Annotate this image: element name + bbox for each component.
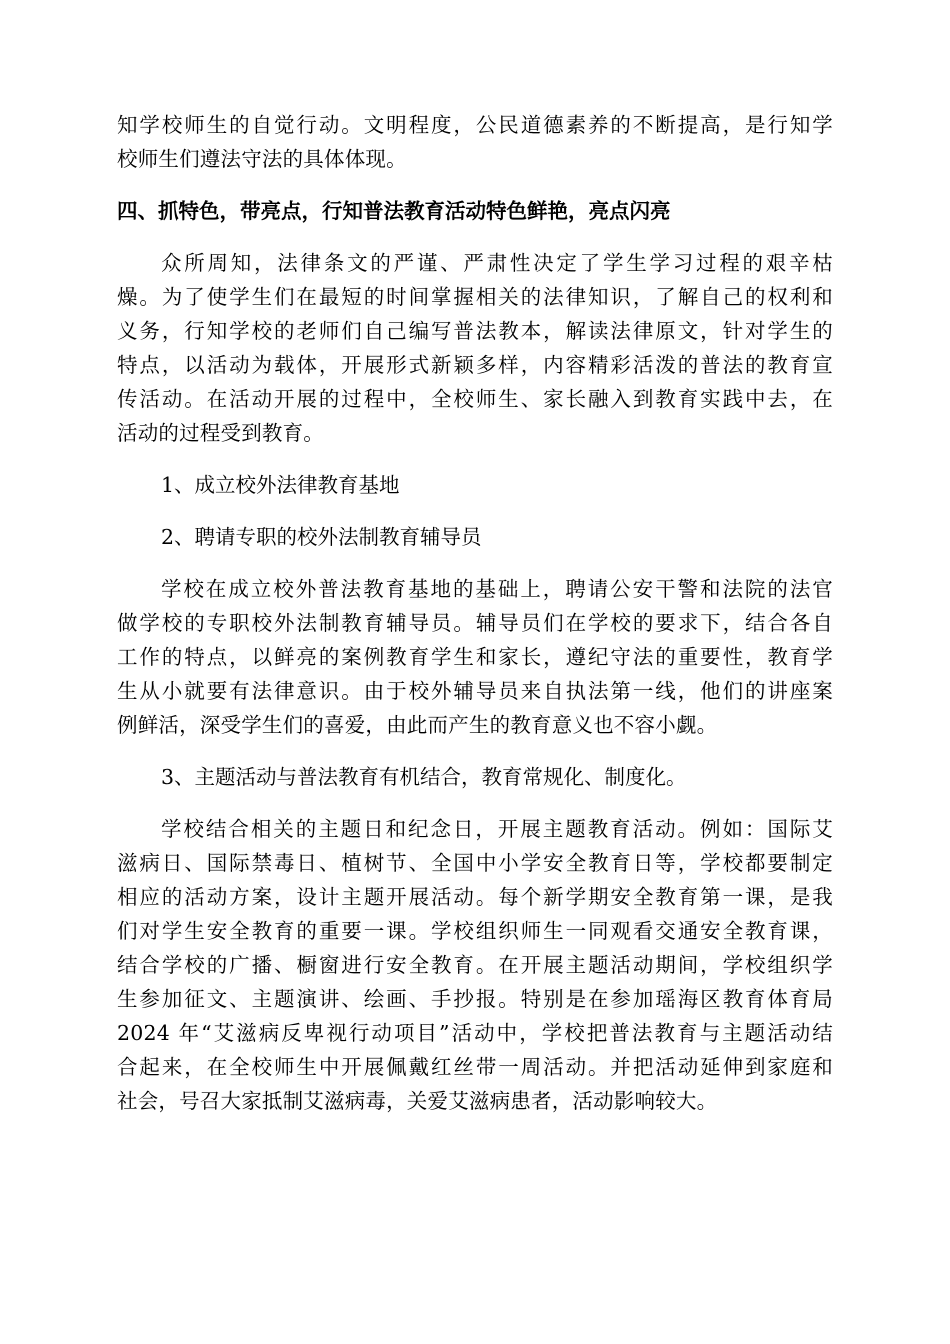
paragraph-continuation: [117, 108, 833, 176]
text-line: 社会，号召大家抵制艾滋病毒，关爱艾滋病患者，活动影响较大。: [117, 1089, 718, 1113]
paragraph-intro: [117, 246, 833, 450]
text-line: 做学校的专职校外法制教育辅导员。辅导员们在学校的要求下，结合各自: [117, 611, 833, 635]
list-item-1: 1、成立校外法律教育基地: [161, 473, 400, 497]
text-line: 例鲜活，深受学生们的喜爱，由此而产生的教育意义也不容小觑。: [117, 713, 718, 737]
text-line: 知学校师生的自觉行动。文明程度，公民道德素养的不断提高，是行知学: [117, 113, 833, 137]
text-line: 特点，以活动为载体，开展形式新颖多样，内容精彩活泼的普法的教育宣: [117, 353, 833, 377]
list-item-2: 2、聘请专职的校外法制教育辅导员: [161, 525, 482, 549]
text-line: 结合学校的广播、橱窗进行安全教育。在开展主题活动期间，学校组织学: [117, 953, 833, 977]
text-line: 学校在成立校外普法教育基地的基础上，聘请公安干警和法院的法官: [161, 577, 833, 601]
text-line: 生参加征文、主题演讲、绘画、手抄报。特别是在参加瑶海区教育体育局: [117, 987, 833, 1011]
text-line: 们对学生安全教育的重要一课。学校组织师生一同观看交通安全教育课，: [117, 919, 833, 943]
text-line: 工作的特点，以鲜亮的案例教育学生和家长，遵纪守法的重要性，教育学: [117, 645, 833, 669]
document-page: [117, 108, 833, 1136]
text-line: 滋病日、国际禁毒日、植树节、全国中小学安全教育日等，学校都要制定: [117, 851, 833, 875]
paragraph-counselors: [117, 572, 833, 742]
text-line: 众所周知，法律条文的严谨、严肃性决定了学生学习过程的艰辛枯: [161, 251, 833, 275]
text-line: 燥。为了使学生们在最短的时间掌握相关的法律知识，了解自己的权利和: [117, 285, 833, 309]
text-line: 2024 年“艾滋病反卑视行动项目”活动中，学校把普法教育与主题活动结: [117, 1021, 833, 1045]
list-item-3: 3、主题活动与普法教育有机结合，教育常规化、制度化。: [161, 765, 687, 789]
text-line: 义务，行知学校的老师们自己编写普法教本，解读法律原文，针对学生的: [117, 319, 833, 343]
section-heading: 四、抓特色，带亮点，行知普法教育活动特色鲜艳，亮点闪亮: [117, 199, 671, 223]
text-line: 相应的活动方案，设计主题开展活动。每个新学期安全教育第一课，是我: [117, 885, 833, 909]
text-line: 生从小就要有法律意识。由于校外辅导员来自执法第一线，他们的讲座案: [117, 679, 833, 703]
text-line: 学校结合相关的主题日和纪念日，开展主题教育活动。例如：国际艾: [161, 817, 833, 841]
text-line: 合起来，在全校师生中开展佩戴红丝带一周活动。并把活动延伸到家庭和: [117, 1055, 833, 1079]
paragraph-theme-activities: [117, 812, 833, 1118]
text-line: 传活动。在活动开展的过程中，全校师生、家长融入到教育实践中去，在: [117, 387, 833, 411]
text-line: 校师生们遵法守法的具体体现。: [117, 147, 407, 171]
text-line: 活动的过程受到教育。: [117, 421, 324, 445]
